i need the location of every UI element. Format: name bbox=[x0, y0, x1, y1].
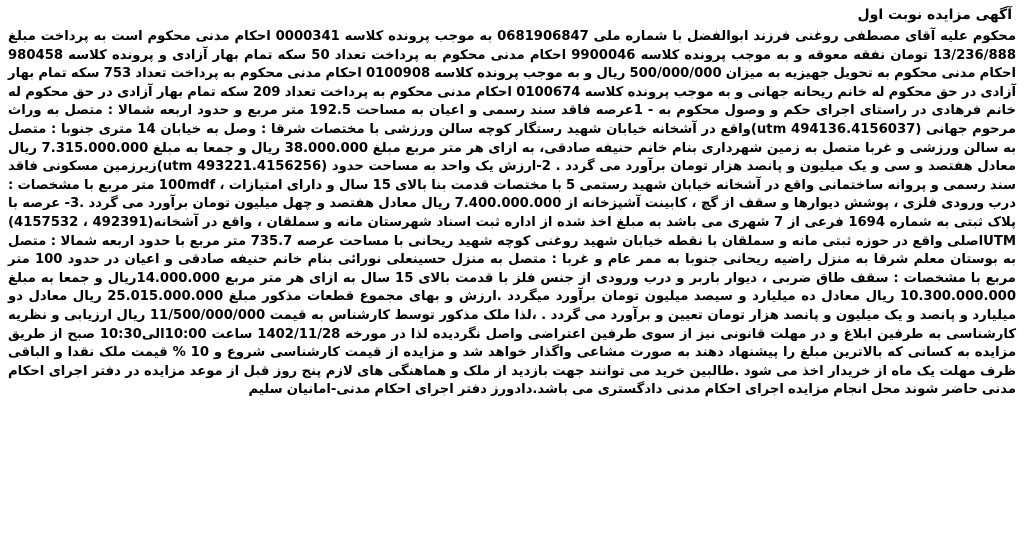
notice-body: محکوم علیه آقای مصطفی روغنی فرزند ابوالفضل با شماره ملی 0681906847 به موجب پرونده کلاسه 0000341 احکام مدنی محکوم است به پرداخت مبلغ 13/236/888 تومان نفقه معوقه و به موجب پرونده کلاسه 9900046 احکام مدنی محکوم به پرداخت تعداد 50 سکه تمام بهار آزادی و پرونده کلاسه 980458 احکام مدنی محکوم به تحویل جهیزیه به میزان 500/000/000 ریال و به موجب پرونده کلاسه 0100908 احکام مدنی محکوم به پرداخت تعداد 753 سکه تمام بهار آزادی در حق محکوم له خانم ریحانه جهانی و به موجب پرونده کلاسه 0100674 احکام مدنی محکوم به پرداخت تعداد 209 سکه تمام بهار آزادی در حق محکوم له خانم فرهادی در راستای اجرای حکم و وصول محکوم به - 1عرصه فاقد سند رسمی و اعیان به مساحت 192.5 متر مربع و حدود اربعه شمالا : متصل به وراث مرحوم جهانی (utm 494136.4156037)واقع در آشخانه خیابان شهید رستگار کوچه سالن ورزشی با مختصات شرقا : وصل به خیابان 14 متری جنوبا : متصل به سالن ورزشی و غربا متصل به زمین شهرداری بنام خانم حنیفه صادقی، به ازای هر متر مربع مبلغ 38.000.000 ریال و جمعا به مبلغ 7.315.000.000 ریال معادل هفتصد و سی و یک میلیون و پانصد هزار تومان برآورد می گردد . 2-ارزش یک واحد به مساحت حدود (utm 493221.4156256)زیرزمین مسکونی فاقد سند رسمی و پروانه ساختمانی واقع در آشخانه خیابان شهید رستمی 5 با مختصات قدمت بنا بالای 15 سال و دارای امتیازات ، 100mdf متر مربع با مشخصات : درب ورودی فلزی ، پوشش دیوارها و سقف از گچ ، کابینت آشپزخانه از 7.400.000.000 ریال معادل هفتصد و چهل میلیون تومان برآورد می گردد .3- عرصه با پلاک ثبتی به شماره 1694 فرعی از 7 شهری می باشد به مبلغ اخذ شده از اداره ثبت اسناد شهرستان مانه و سملقان ، واقع در آشخانه(492391 ، 4157532) UTMاصلی واقع در حوزه ثبتی مانه و سملقان با نقطه خیابان شهید روغنی کوچه شهید ریحانی با مساحت عرصه 735.7 متر مربع با حدود اربعه شمالا : متصل به بوستان معلم شرقا به منزل راضیه ریحانی جنوبا به ممر عام و غربا : متصل به منزل حسینعلی نورائی بنام خانم حنیفه صادقی و اعیان در حدود 100 متر مربع با مشخصات : سقف طاق ضربی ، دیوار باربر و درب ورودی از جنس فلز با قدمت بالای 15 سال به ازای هر متر مربع 14.000.000ریال و جمعا به مبلغ 10.300.000.000 ریال معادل ده میلیارد و سیصد میلیون تومان برآورد میگردد .ارزش و بهای مجموع قطعات مذکور مبلغ 25.015.000.000 ریال معادل دو میلیارد و پانصد و یک میلیون و پانصد هزار تومان تعیین و برآورد می گردد . ،لذا ملک مذکور توسط کارشناس به قیمت 11/500/000/000 ریال ارزیابی و نظریه کارشناسی به طرفین ابلاغ و در مهلت قانونی نیز از سوی طرفین اعتراضی واصل نگردیده لذا در مورخه 1402/11/28 ساعت 10:00الی10:30 صبح از طریق مزایده به کسانی که بالاترین مبلغ را پیشنهاد دهند به صورت مشاعی واگذار خواهد شد و مزایده از قیمت کارشناسی شروع و 10 % قیمت ملک نقدا و الباقی ظرف مهلت یک ماه از خریدار اخذ می شود .طالبین خرید می توانند جهت بازدید از ملک و هماهنگی های لازم پنج روز قبل از موعد مزایده در دفتر اجرای احکام مدنی حاضر شوند محل انجام مزایده اجرای احکام مدنی دادگستری می باشد.دادورز دفتر اجرای احکام مدنی-امانیان سلیم bbox=[8, 29, 1017, 398]
auction-notice bbox=[8, 4, 1016, 400]
notice-title: آگهی مزایده نوبت اول bbox=[857, 7, 1012, 23]
